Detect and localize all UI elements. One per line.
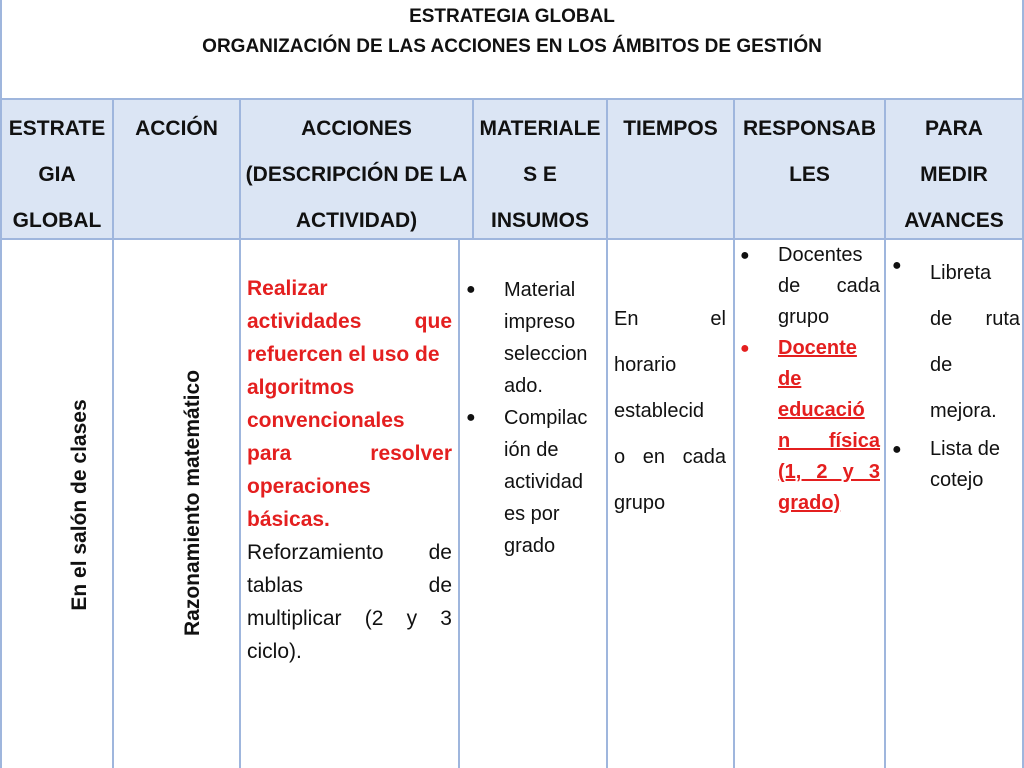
grid-line — [458, 238, 460, 768]
cell-avances — [892, 250, 1020, 496]
header-materiales: MATERIALE S E INSUMOS — [479, 117, 601, 232]
header-avances: PARA MEDIR AVANCES — [904, 117, 1004, 232]
header-responsables: RESPONSAB LES — [742, 117, 877, 186]
list-item: ● Lista de cotejo — [892, 434, 1020, 496]
grid-line — [0, 98, 1024, 100]
header-acciones: ACCIONES (DESCRIPCIÓN DE LA ACTIVIDAD) — [245, 117, 468, 232]
title-line-2: ORGANIZACIÓN DE LAS ACCIONES EN LOS ÁMBITOS DE GESTIÓN — [202, 36, 822, 57]
bullet-icon: ● — [466, 409, 476, 426]
bullet-icon: ● — [740, 340, 750, 357]
title-line-1: ESTRATEGIA GLOBAL — [409, 6, 615, 27]
header-estrategia: ESTRATE GIA GLOBAL — [8, 117, 106, 232]
cell-accion: Razonamiento matemático — [181, 369, 204, 637]
grid-line — [112, 98, 114, 768]
header-tiempos: TIEMPOS — [623, 117, 718, 140]
list-item: ● Material impreso seleccion ado. — [466, 274, 604, 402]
header-accion: ACCIÓN — [135, 117, 218, 140]
bullet-icon: ● — [466, 281, 476, 298]
bullet-icon: ● — [740, 247, 750, 264]
cell-tiempos: En el horario establecid o en cada grupo — [614, 308, 726, 514]
cell-estrategia: En el salón de clases — [68, 399, 91, 611]
list-item: ● Docentes de cada grupo — [740, 240, 880, 333]
cell-materiales — [466, 274, 604, 562]
cell-acciones — [247, 272, 452, 668]
list-item: ● Docente de educació n física (1, 2 y 3 grado) — [740, 333, 880, 519]
grid-line — [733, 98, 735, 768]
list-item: ● Libreta de ruta de mejora. — [892, 250, 1020, 434]
acciones-black-text: Reforzamiento de tablas de multiplicar (2 y 3 ciclo). — [247, 541, 452, 663]
grid-line — [606, 98, 608, 768]
cell-responsables — [740, 240, 880, 519]
bullet-icon: ● — [892, 257, 902, 274]
title-box — [0, 0, 1024, 98]
bullet-icon: ● — [892, 441, 902, 458]
list-item: ● Compilac ión de actividad es por grado — [466, 402, 604, 562]
acciones-red-text: Realizar actividades que refuercen el uso de algoritmos convencionales para resolver operaciones básicas. — [247, 277, 452, 531]
